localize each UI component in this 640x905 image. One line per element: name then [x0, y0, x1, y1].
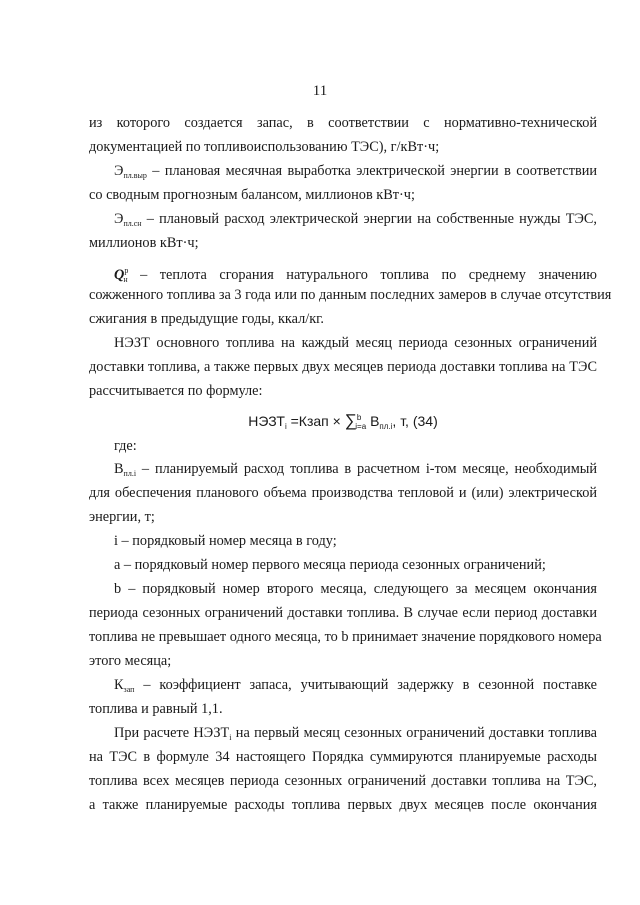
text-line: а также планируемые расходы топлива первых двух месяцев после окончания: [89, 797, 597, 813]
text-line: i – порядковый номер месяца в году;: [114, 533, 337, 549]
definition-e-pl-vyr: $Э_{пл.выр}$ – плановая месячная выработка электрической энергии в соответствии: [114, 163, 597, 180]
page-number: 11: [312, 83, 328, 99]
text-line: этого месяца;: [89, 653, 172, 669]
definition-q-rn: $Q^р_н$ – теплота сгорания натурального топлива по среднему значению: [114, 266, 597, 284]
text-line: НЭЗТ основного топлива на каждый месяц периода сезонных ограничений: [114, 335, 597, 351]
text-line: со сводным прогнозным балансом, миллионов кВт·ч;: [89, 187, 415, 203]
text-line: b – порядковый номер второго месяца, следующего за месяцем окончания: [114, 581, 597, 597]
text-line: рассчитывается по формуле:: [89, 383, 263, 399]
paragraph-line: При расчете $НЭЗТ_i$ на первый месяц сезонных ограничений доставки топлива: [114, 725, 598, 742]
text-line: документацией по топливоиспользованию ТЭС), г/кВт·ч;: [89, 139, 440, 155]
text-line: сжигания в предыдущие годы, ккал/кг.: [89, 311, 324, 327]
text-line: доставки топлива, а также первых двух месяцев периода доставки топлива на ТЭС: [89, 359, 597, 375]
text-line: из которого создается запас, в соответствии с нормативно-технической: [89, 115, 597, 131]
text-line: сожженного топлива за 3 года или по данным последних замеров в случае отсутствия: [89, 287, 612, 303]
text-line: топлива не превышает одного месяца, то b принимает значение порядкового номера: [89, 629, 602, 645]
text-line: топлива всех месяцев периода сезонных ограничений доставки топлива на ТЭС,: [89, 773, 597, 789]
text-line: на ТЭС в формуле 34 настоящего Порядка суммируются планируемые расходы: [89, 749, 597, 765]
text-line: энергии, т;: [89, 509, 155, 525]
text-line: периода сезонных ограничений доставки топлива. В случае если период доставки: [89, 605, 597, 621]
text-line: а – порядковый номер первого месяца периода сезонных ограничений;: [114, 557, 546, 573]
definition-e-pl-sn: $Э_{пл.сн}$ – плановый расход электрической энергии на собственные нужды ТЭС,: [114, 211, 597, 228]
definition-k-zap: $К_{зап}$ – коэффициент запаса, учитывающий задержку в сезонной поставке: [114, 677, 597, 694]
definition-v-pl-i: $В_{пл.i}$ – планируемый расход топлива в расчетном i-том месяце, необходимый: [114, 461, 597, 478]
formula-34: $НЭЗТ_i$ =Кзап × ∑$^b_{i=a}$ $В_{пл.i}$, т, (34): [248, 411, 438, 431]
text-line: где:: [114, 438, 137, 454]
text-line: миллионов кВт·ч;: [89, 235, 199, 251]
text-line: топлива и равный 1,1.: [89, 701, 223, 717]
text-line: для обеспечения планового объема производства тепловой и (или) электрической: [89, 485, 597, 501]
